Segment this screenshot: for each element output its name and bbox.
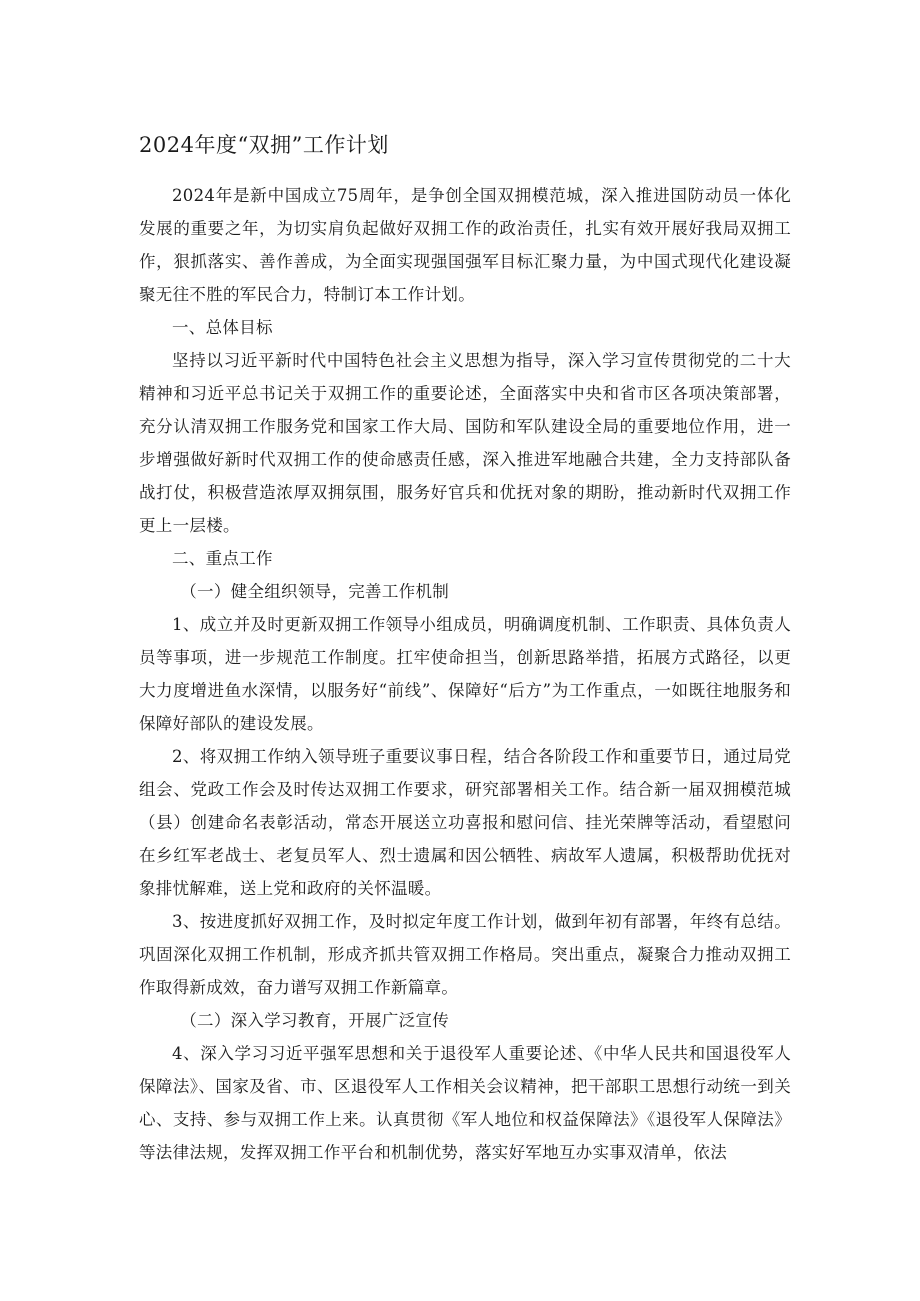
subsection-heading-education: （二）深入学习教育，开展广泛宣传 xyxy=(180,1011,450,1030)
section-heading-key-work: 二、重点工作 xyxy=(172,549,273,568)
subsection-heading-organization: （一）健全组织领导，完善工作机制 xyxy=(180,582,450,601)
document-title: 2024年度“双拥”工作计划 xyxy=(139,133,389,157)
work-item-3: 3、按进度抓好双拥工作，及时拟定年度工作计划，做到年初有部署，年终有总结。巩固深化双拥工作机制，形成齐抓共管双拥工作格局。突出重点，凝聚合力推动双拥工作取得新成效，奋力谱写双拥工作新篇章。 xyxy=(139,912,791,997)
intro-paragraph: 2024年是新中国成立75周年，是争创全国双拥模范城，深入推进国防动员一体化发展的重要之年，为切实肩负起做好双拥工作的政治责任，扎实有效开展好我局双拥工作，狠抓落实、善作善成，为全面实现强国强军目标汇聚力量，为中国式现代化建设凝聚无往不胜的军民合力，特制订本工作计划。 xyxy=(139,186,791,304)
work-item-2: 2、将双拥工作纳入领导班子重要议事日程，结合各阶段工作和重要节日，通过局党组会、党政工作会及时传达双拥工作要求，研究部署相关工作。结合新一届双拥模范城（县）创建命名表彰活动，常态开展送立功喜报和慰问信、挂光荣牌等活动，看望慰问在乡红军老战士、老复员军人、烈士遗属和因公牺牲、病故军人遗属，积极帮助优抚对象排忧解难，送上党和政府的关怀温暖。 xyxy=(139,747,791,898)
work-item-4: 4、深入学习习近平强军思想和关于退役军人重要论述、《中华人民共和国退役军人保障法》、国家及省、市、区退役军人工作相关会议精神，把干部职工思想行动统一到关心、支持、参与双拥工作上来。认真贯彻《军人地位和权益保障法》《退役军人保障法》等法律法规，发挥双拥工作平台和机制优势，落实好军地互办实事双清单，依法 xyxy=(139,1044,791,1162)
work-item-1: 1、成立并及时更新双拥工作领导小组成员，明确调度机制、工作职责、具体负责人员等事项，进一步规范工作制度。扛牢使命担当，创新思路举措，拓展方式路径，以更大力度增进鱼水深情，以服务好“前线”、保障好“后方”为工作重点，一如既往地服务和保障好部队的建设发展。 xyxy=(139,615,791,733)
document-body xyxy=(139,128,791,1169)
section-heading-overall-goal: 一、总体目标 xyxy=(172,318,273,337)
overall-goal-paragraph: 坚持以习近平新时代中国特色社会主义思想为指导，深入学习宣传贯彻党的二十大精神和习近平总书记关于双拥工作的重要论述，全面落实中央和省市区各项决策部署，充分认清双拥工作服务党和国家工作大局、国防和军队建设全局的重要地位作用，进一步增强做好新时代双拥工作的使命感责任感，深入推进军地融合共建，全力支持部队备战打仗，积极营造浓厚双拥氛围，服务好官兵和优抚对象的期盼，推动新时代双拥工作更上一层楼。 xyxy=(139,351,791,535)
